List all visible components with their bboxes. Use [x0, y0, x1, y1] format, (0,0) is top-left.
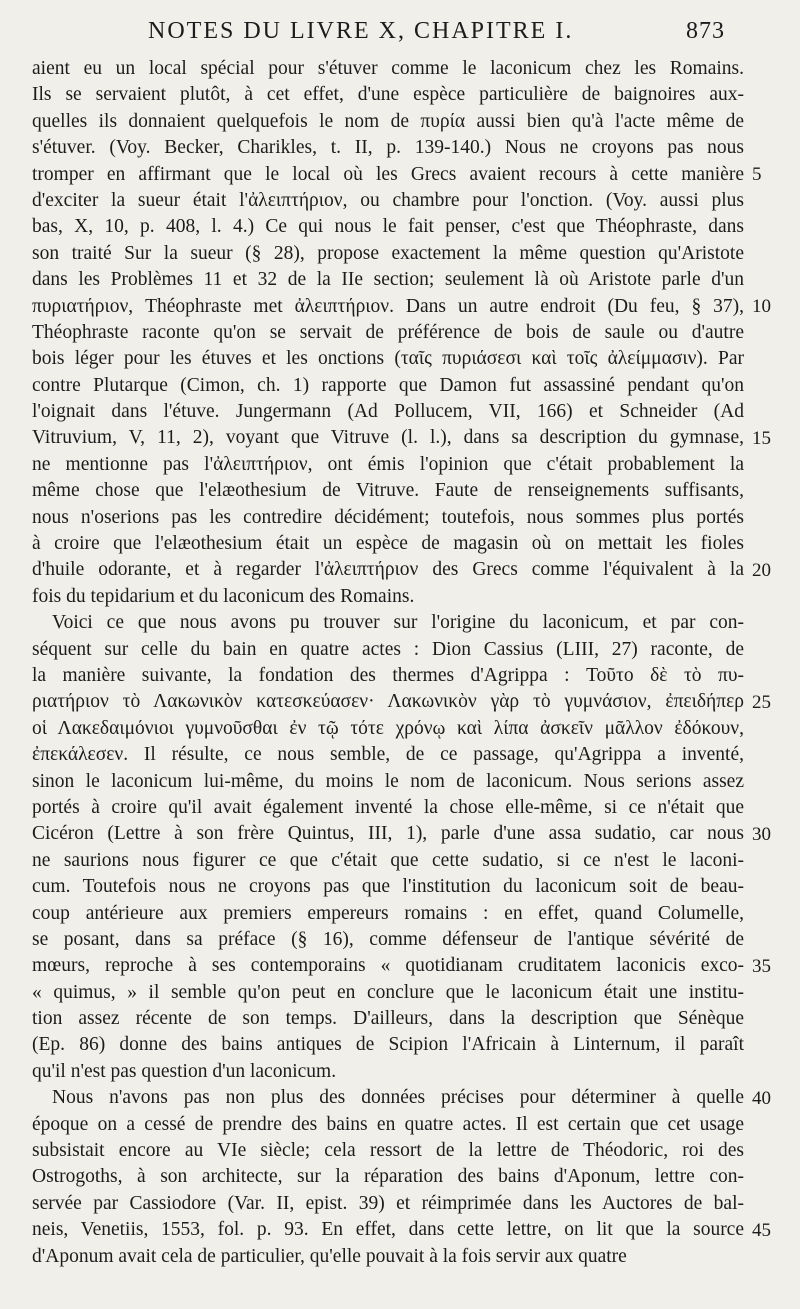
line-number: 40 [752, 1087, 771, 1109]
line-number: 25 [752, 691, 771, 713]
running-title: NOTES DU LIVRE X, CHAPITRE I. [148, 18, 574, 44]
text-line [32, 267, 744, 293]
text-line-content: Voici ce que nous avons pu trouver sur l'origine du laconicum, et par con- [52, 612, 744, 634]
text-line-content: Théophraste raconte qu'on se servait de préférence de bois de saule ou d'autre [32, 321, 744, 343]
text-line [32, 320, 744, 346]
text-line [32, 637, 744, 663]
text-line-content: coup antérieure aux premiers empereurs romains : en effet, quand Columelle, [32, 902, 744, 924]
page-number: 873 [686, 18, 725, 44]
text-line-content: l'oignait dans l'étuve. Jungermann (Ad Pollucem, VII, 166) et Schneider (Ad [32, 401, 744, 423]
text-line [32, 584, 744, 610]
text-line [32, 188, 744, 214]
text-line-content: ne mentionne pas l'ἀλειπτήριον, ont émis l'opinion que c'était probablement la [32, 453, 744, 475]
line-number: 20 [752, 559, 771, 581]
text-line-content: ne saurions nous figurer ce que c'était que cette sudatio, si ce n'est le laconi- [32, 849, 744, 871]
text-line-content: πυριατήριον, Théophraste met ἀλειπτήριον. Dans un autre endroit (Du feu, § 37), [32, 295, 744, 317]
text-line-content: fois du tepidarium et du laconicum des Romains. [32, 585, 415, 607]
text-line-content: neis, Venetiis, 1553, fol. p. 93. En effet, dans cette lettre, on lit que la source [32, 1219, 744, 1241]
text-line [32, 241, 744, 267]
text-line [32, 346, 744, 372]
text-line [32, 452, 744, 478]
text-line [32, 478, 744, 504]
text-line [32, 214, 744, 240]
text-line [32, 821, 744, 847]
text-line-content: sinon le laconicum lui-même, du moins le nom de laconicum. Nous serions assez [32, 770, 744, 792]
text-line-content: οἱ Λακεδαιμόνιοι γυμνοῦσθαι ἐν τῷ τότε χρόνῳ καὶ λίπα ἀσκεῖν μᾶλλον ἐδόκουν, [32, 717, 744, 739]
text-line-content: même chose que l'elæothesium de Vitruve. Faute de renseignements suffisants, [32, 480, 744, 502]
text-line-content: d'huile odorante, et à regarder l'ἀλειπτήριον des Grecs comme l'équivalent à la [32, 559, 744, 581]
text-line-content: séquent sur celle du bain en quatre actes : Dion Cassius (LIII, 27) raconte, de [32, 638, 744, 660]
text-line-content: s'étuver. (Voy. Becker, Charikles, t. II, p. 139-140.) Nous ne croyons pas nous [32, 137, 744, 159]
text-line [32, 1112, 744, 1138]
text-line [32, 742, 744, 768]
text-line-content: tion assez récente de son temps. D'ailleurs, dans la description que Sénèque [32, 1008, 744, 1030]
text-line-content: d'exciter la sueur était l'ἀλειπτήριον, ou chambre pour l'onction. (Voy. aussi plus [32, 189, 744, 211]
text-line [32, 109, 744, 135]
text-line-content: servée par Cassiodore (Var. II, epist. 39) et réimprimée dans les Auctores de bal- [32, 1192, 744, 1214]
text-line [32, 135, 744, 161]
text-line-content: d'Aponum avait cela de particulier, qu'elle pouvait à la fois servir aux quatre [32, 1245, 627, 1267]
line-number: 10 [752, 295, 771, 317]
text-line [32, 1217, 744, 1243]
text-line-content: Ils se servaient plutôt, à cet effet, d'une espèce particulière de baignoires aux- [32, 84, 744, 106]
text-line [32, 1085, 744, 1111]
text-line [32, 1059, 744, 1085]
text-line [32, 294, 744, 320]
text-line [32, 505, 744, 531]
text-line-content: portés à croire qu'il avait également inventé la chose elle-même, si ce n'était que [32, 796, 744, 818]
text-line-content: bas, X, 10, p. 408, l. 4.) Ce qui nous le fait penser, c'est que Théophraste, dans [32, 216, 744, 238]
text-line-content: ριατήριον τὸ Λακωνικὸν κατεσκεύασεν· Λακωνικὸν γὰρ τὸ γυμνάσιον, ἐπειδήπερ [32, 691, 744, 713]
text-line-content: son traité Sur la sueur (§ 28), propose exactement la même question qu'Aristote [32, 242, 744, 264]
text-line-content: nous n'oserions pas les contredire décidément; toutefois, nous sommes plus portés [32, 506, 744, 528]
text-line-content: se posant, dans sa préface (§ 16), comme défenseur de l'antique sévérité de [32, 928, 744, 950]
text-line-content: à croire que l'elæothesium était un espèce de magasin où on mettait les fioles [32, 533, 744, 555]
line-number: 35 [752, 955, 771, 977]
text-line [32, 1191, 744, 1217]
text-line-content: Nous n'avons pas non plus des données précises pour déterminer à quelle [52, 1087, 744, 1109]
text-line [32, 399, 744, 425]
text-line-content: Ostrogoths, à son architecte, sur la réparation des bains d'Aponum, lettre con- [32, 1166, 744, 1188]
line-number: 15 [752, 427, 771, 449]
text-line-content: Vitruvium, V, 11, 2), voyant que Vitruve (l. l.), dans sa description du gymnase, [32, 427, 744, 449]
text-line-content: (Ep. 86) donne des bains antiques de Scipion l'Africain à Linternum, il paraît [32, 1034, 744, 1056]
text-line-content: cum. Toutefois nous ne croyons pas que l'institution du laconicum soit de beau- [32, 876, 744, 898]
text-line [32, 1138, 744, 1164]
text-line-content: qu'il n'est pas question d'un laconicum. [32, 1060, 337, 1082]
text-line [32, 82, 744, 108]
running-header [0, 12, 800, 52]
text-line [32, 425, 744, 451]
text-line-content: subsistait encore au VIe siècle; cela ressort de la lettre de Théodoric, roi des [32, 1140, 744, 1162]
line-number: 45 [752, 1219, 771, 1241]
text-line [32, 557, 744, 583]
text-line [32, 1032, 744, 1058]
text-line [32, 1006, 744, 1032]
text-line-content: quelles ils donnaient quelquefois le nom de πυρία aussi bien qu'à l'acte même de [32, 110, 744, 132]
text-line-content: aient eu un local spécial pour s'étuver comme le laconicum chez les Romains. [32, 58, 744, 79]
text-line [32, 610, 744, 636]
text-line [32, 1244, 744, 1270]
text-line-content: Cicéron (Lettre à son frère Quintus, III, 1), parle d'une assa sudatio, car nous [32, 823, 744, 845]
text-line [32, 769, 744, 795]
text-line [32, 663, 744, 689]
text-line [32, 373, 744, 399]
text-line [32, 927, 744, 953]
text-line-content: contre Plutarque (Cimon, ch. 1) rapporte que Damon fut assassiné pendant qu'on [32, 374, 744, 396]
line-number: 5 [752, 163, 762, 185]
text-line [32, 980, 744, 1006]
text-line [32, 1164, 744, 1190]
text-line [32, 874, 744, 900]
text-line-content: mœurs, reproche à ses contemporains « quotidianam cruditatem laconicis exco- [32, 955, 744, 977]
text-line [32, 56, 744, 82]
text-line [32, 901, 744, 927]
text-line-content: tromper en affirmant que le local où les Grecs avaient recours à cette manière [32, 163, 744, 185]
text-line [32, 716, 744, 742]
text-line-content: bois léger pour les étuves et les onctions (ταῖς πυριάσεσι καὶ τοῖς ἀλείμμασιν). Par [32, 348, 744, 370]
body-text [32, 56, 744, 1270]
text-line [32, 162, 744, 188]
line-number: 30 [752, 823, 771, 845]
text-line [32, 689, 744, 715]
text-line [32, 531, 744, 557]
text-line-content: époque on a cessé de prendre des bains en quatre actes. Il est certain que cet usage [32, 1113, 744, 1135]
text-line-content: « quimus, » il semble qu'on peut en conclure que le laconicum était une institu- [32, 981, 744, 1003]
text-line-content: dans les Problèmes 11 et 32 de la IIe section; seulement là où Aristote parle d'un [32, 269, 744, 291]
text-line [32, 848, 744, 874]
text-line-content: ἐπεκάλεσεν. Il résulte, ce nous semble, de ce passage, qu'Agrippa a inventé, [32, 744, 744, 766]
text-line [32, 795, 744, 821]
text-line-content: la manière suivante, la fondation des thermes d'Agrippa : Τοῦτο δὲ τὸ πυ- [32, 664, 744, 686]
text-line [32, 953, 744, 979]
